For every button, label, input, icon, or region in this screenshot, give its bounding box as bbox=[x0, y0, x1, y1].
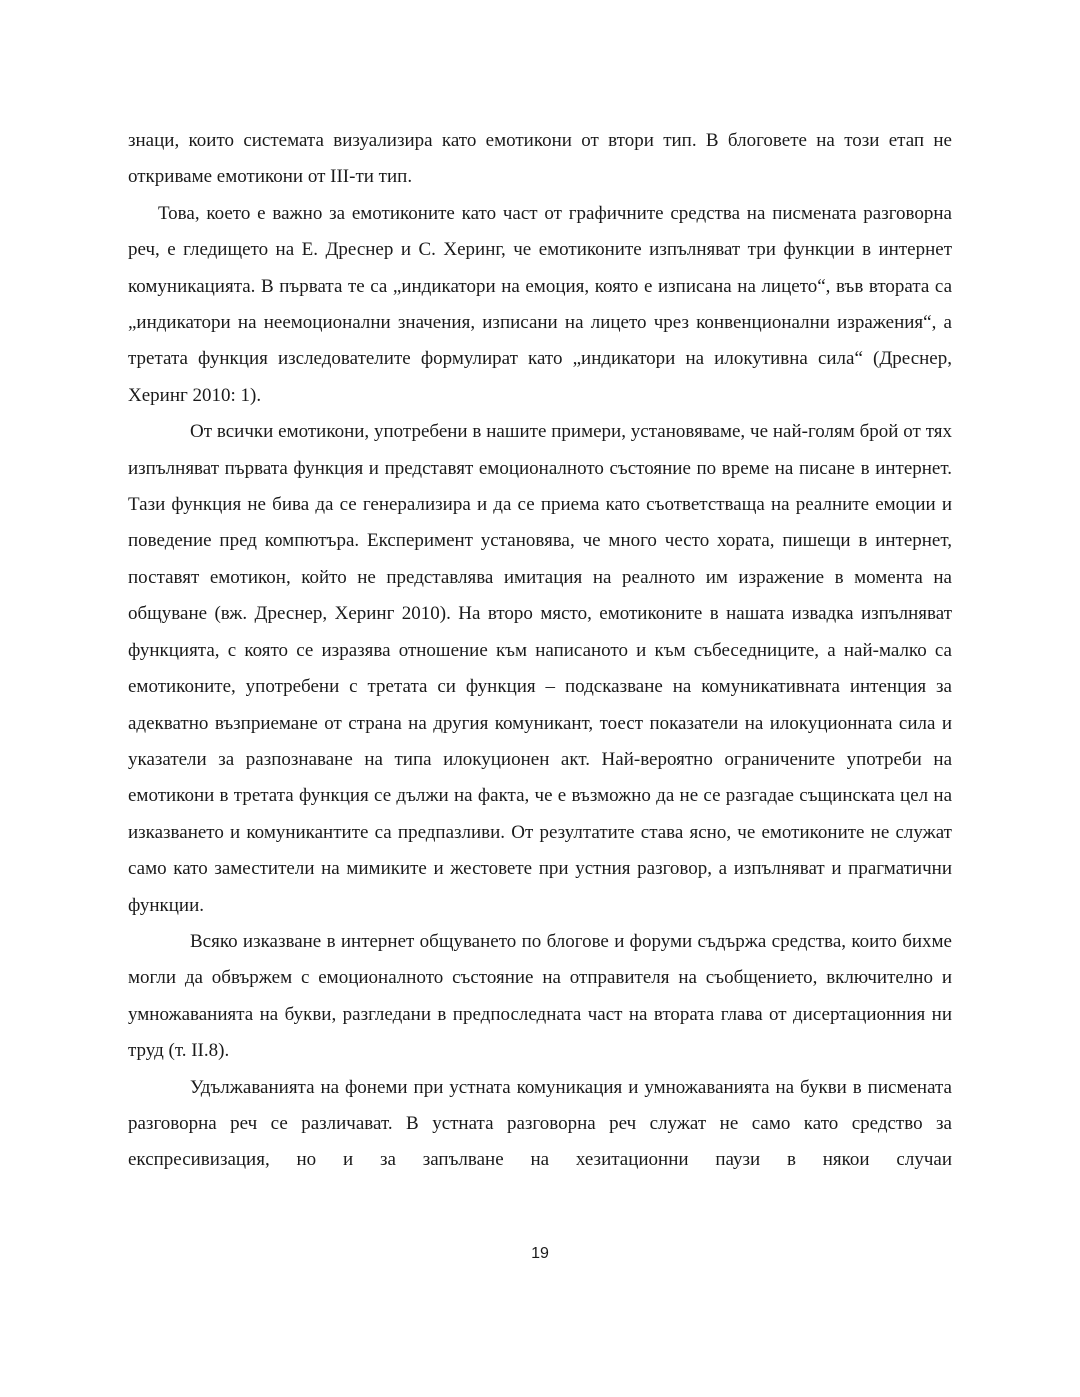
paragraph-continuation: знаци, които системата визуализира като емотикони от втори тип. В блоговете на този етап не откриваме емотикони от III-ти тип. bbox=[128, 130, 952, 188]
paragraph-internet-utterances: Всяко изказване в интернет общуването по блогове и форуми съдържа средства, които бихме могли да обвържем с емоционалното състояние на отправителя на съобщението, включително и умножаванията на букви, разгледани в предпоследната част на втората глава от дисертационния ни труд (т. II.8). bbox=[128, 930, 952, 1062]
page-number: 19 bbox=[531, 1245, 549, 1262]
paragraph-phoneme-lengthening: Удължаванията на фонеми при устната комуникация и умножаванията на букви в писмената разговорна реч се различават. В устната разговорна реч служат не само като средство за експресивизация, но и за запълване на хезитационни паузи в някои случаи bbox=[128, 1076, 952, 1171]
paragraph-emoticon-functions: Това, което е важно за емотиконите като част от графичните средства на писмената разговорна реч, е гледището на Е. Дреснер и С. Херинг, че емотиконите изпълняват три функции в интернет комуникацията. В първата те са „индикатори на емоция, която е изписана на лицето“, във втората са „индикатори на неемоционални значения, изписани на лицето чрез конвенционални изражения“, а третата функция изследователите формулират като „индикатори на илокутивна сила“ (Дреснер, Херинг 2010: 1). bbox=[128, 202, 952, 406]
body-text bbox=[128, 123, 952, 1179]
paragraph-emoticon-analysis: От всички емотикони, употребени в нашите примери, установяваме, че най-голям брой от тях изпълняват първата функция и представят емоционалното състояние по време на писане в интернет. Тази функция не бива да се генерализира и да се приема като съответстваща на реалните емоции и поведение пред компютъра. Експеримент установява, че много често хората, пишещи в интернет, поставят емотикон, който не представлява имитация на реалното им изражение в момента на общуване (вж. Дреснер, Херинг 2010). На второ място, емотиконите в нашата извадка изпълняват функцията, с която се изразява отношение към написаното и към събеседниците, а най-малко са емотиконите, употребени с третата си функция – подсказване на комуникативната интенция за адекватно възприемане от страна на другия комуникант, тоест показатели на илокуционната сила и указатели за разпознаване на типа илокуционен акт. Най-вероятно ограничените употреби на емотикони в третата функция се дължи на факта, че е възможно да не се разгадае същинската цел на изказването и комуникантите са предпазливи. От резултатите става ясно, че емотиконите не служат само като заместители на мимиките и жестовете при устния разговор, а изпълняват и прагматични функции. bbox=[128, 421, 952, 916]
